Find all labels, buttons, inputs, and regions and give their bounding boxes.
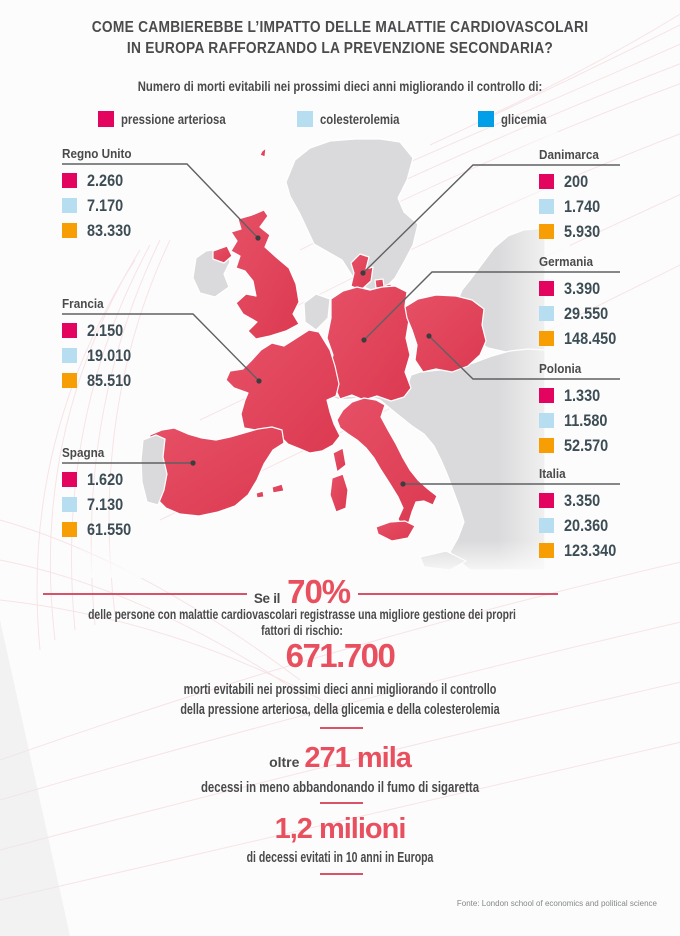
- country-name: Polonia: [539, 361, 582, 376]
- country-row: 148.450: [539, 326, 669, 351]
- map-country-regno-unito: [231, 210, 299, 339]
- map-sicilia: [376, 521, 415, 541]
- country-row: 85.510: [62, 368, 192, 393]
- pressione-swatch-icon: [62, 323, 77, 338]
- stat1-value: 671.700: [285, 637, 395, 674]
- country-name: Francia: [62, 296, 104, 311]
- legend-swatch-glicemia-icon: [478, 111, 494, 127]
- country-row: 20.360: [539, 513, 669, 538]
- pressione-swatch-icon: [62, 173, 77, 188]
- glicemia-swatch-icon: [539, 224, 554, 239]
- country-card-danimarca: [539, 147, 669, 244]
- subtitle: Numero di morti evitabili nei prossimi dieci anni migliorando il controllo di:: [137, 79, 543, 94]
- country-card-spagna: [62, 445, 192, 542]
- country-name: Italia: [539, 466, 566, 481]
- source-note: Fonte: London school of economics and political science: [456, 899, 657, 908]
- country-row: 123.340: [539, 538, 669, 563]
- country-row: 19.010: [62, 343, 192, 368]
- divider-small-3: [320, 873, 363, 875]
- country-row: 52.570: [539, 433, 669, 458]
- map-country-germania: [327, 286, 411, 401]
- pressione-swatch-icon: [539, 388, 554, 403]
- map-sardegna: [330, 474, 348, 512]
- glicemia-swatch-icon: [539, 331, 554, 346]
- legend-swatch-pressione-icon: [98, 111, 114, 127]
- country-card-polonia: [539, 361, 669, 458]
- title-line-1: COME CAMBIEREBBE L’IMPATTO DELLE MALATTIE CARDIOVASCOLARI: [91, 19, 589, 36]
- colesterolemia-swatch-icon: [539, 199, 554, 214]
- stat1-caption-line2: della pressione arteriosa, della glicemia e della colesterolemia: [180, 700, 500, 718]
- map-corsica: [333, 448, 346, 472]
- glicemia-swatch-icon: [539, 543, 554, 558]
- colesterolemia-swatch-icon: [539, 518, 554, 533]
- country-row: 3.390: [539, 276, 669, 301]
- stat2-value: 271 mila: [304, 742, 411, 774]
- glicemia-swatch-icon: [62, 373, 77, 388]
- glicemia-swatch-icon: [539, 438, 554, 453]
- country-row: 200: [539, 169, 669, 194]
- country-card-regno-unito: [62, 146, 192, 243]
- map-benelux: [304, 294, 330, 330]
- country-row: 83.330: [62, 218, 192, 243]
- intro-prefix: Se il: [253, 591, 281, 606]
- intro-value: 70%: [287, 573, 351, 610]
- country-row: 2.150: [62, 318, 192, 343]
- stat2-caption: decessi in meno abbandonando il fumo di sigaretta: [200, 779, 480, 796]
- country-card-italia: [539, 466, 669, 563]
- legend-label: pressione arteriosa: [121, 111, 226, 127]
- stat1-caption-line1: morti evitabili nei prossimi dieci anni migliorando il controllo: [183, 681, 497, 698]
- divider-small-2: [320, 802, 363, 804]
- colesterolemia-swatch-icon: [62, 497, 77, 512]
- colesterolemia-swatch-icon: [539, 306, 554, 321]
- stat2-value-row: [0, 741, 680, 780]
- legend-label: glicemia: [501, 111, 547, 127]
- title-line-2: IN EUROPA RAFFORZANDO LA PREVENZIONE SECONDARIA?: [126, 40, 554, 57]
- colesterolemia-swatch-icon: [62, 348, 77, 363]
- country-row: 3.350: [539, 488, 669, 513]
- legend-item-pressione: [98, 110, 246, 128]
- map-scandinavia: [286, 139, 418, 293]
- colesterolemia-swatch-icon: [539, 413, 554, 428]
- country-row: 5.930: [539, 219, 669, 244]
- page-title: [48, 17, 633, 59]
- country-row: 7.170: [62, 193, 192, 218]
- country-name: Danimarca: [539, 147, 599, 162]
- country-name: Regno Unito: [62, 146, 132, 161]
- country-row: 11.580: [539, 408, 669, 433]
- glicemia-swatch-icon: [62, 522, 77, 537]
- legend-label: colesterolemia: [320, 111, 400, 127]
- country-row: 1.740: [539, 194, 669, 219]
- country-row: 1.620: [62, 467, 192, 492]
- pressione-swatch-icon: [539, 493, 554, 508]
- stat1-caption: [95, 680, 585, 719]
- divider-small-1: [320, 727, 363, 729]
- intro-text: delle persone con malattie cardiovascolari registrasse una migliore gestione dei propri fattori di rischio:: [88, 606, 516, 638]
- legend-item-glicemia: [478, 110, 555, 128]
- map-country-polonia: [405, 295, 486, 372]
- pressione-swatch-icon: [539, 281, 554, 296]
- colesterolemia-swatch-icon: [62, 198, 77, 213]
- country-card-francia: [62, 296, 192, 393]
- country-name: Spagna: [62, 445, 105, 460]
- country-row: 29.550: [539, 301, 669, 326]
- glicemia-swatch-icon: [62, 223, 77, 238]
- country-name: Germania: [539, 254, 593, 269]
- country-row: 2.260: [62, 168, 192, 193]
- country-row: 1.330: [539, 383, 669, 408]
- stat2-prefix: oltre: [269, 754, 300, 770]
- country-card-germania: [539, 254, 669, 351]
- legend-swatch-colesterolemia-icon: [297, 111, 313, 127]
- pressione-swatch-icon: [539, 174, 554, 189]
- stat3-value: 1,2 milioni: [274, 813, 406, 845]
- legend-item-colesterolemia: [297, 110, 415, 128]
- country-row: 61.550: [62, 517, 192, 542]
- stat3-caption: di decessi evitati in 10 anni in Europa: [246, 849, 434, 866]
- country-row: 7.130: [62, 492, 192, 517]
- pressione-swatch-icon: [62, 472, 77, 487]
